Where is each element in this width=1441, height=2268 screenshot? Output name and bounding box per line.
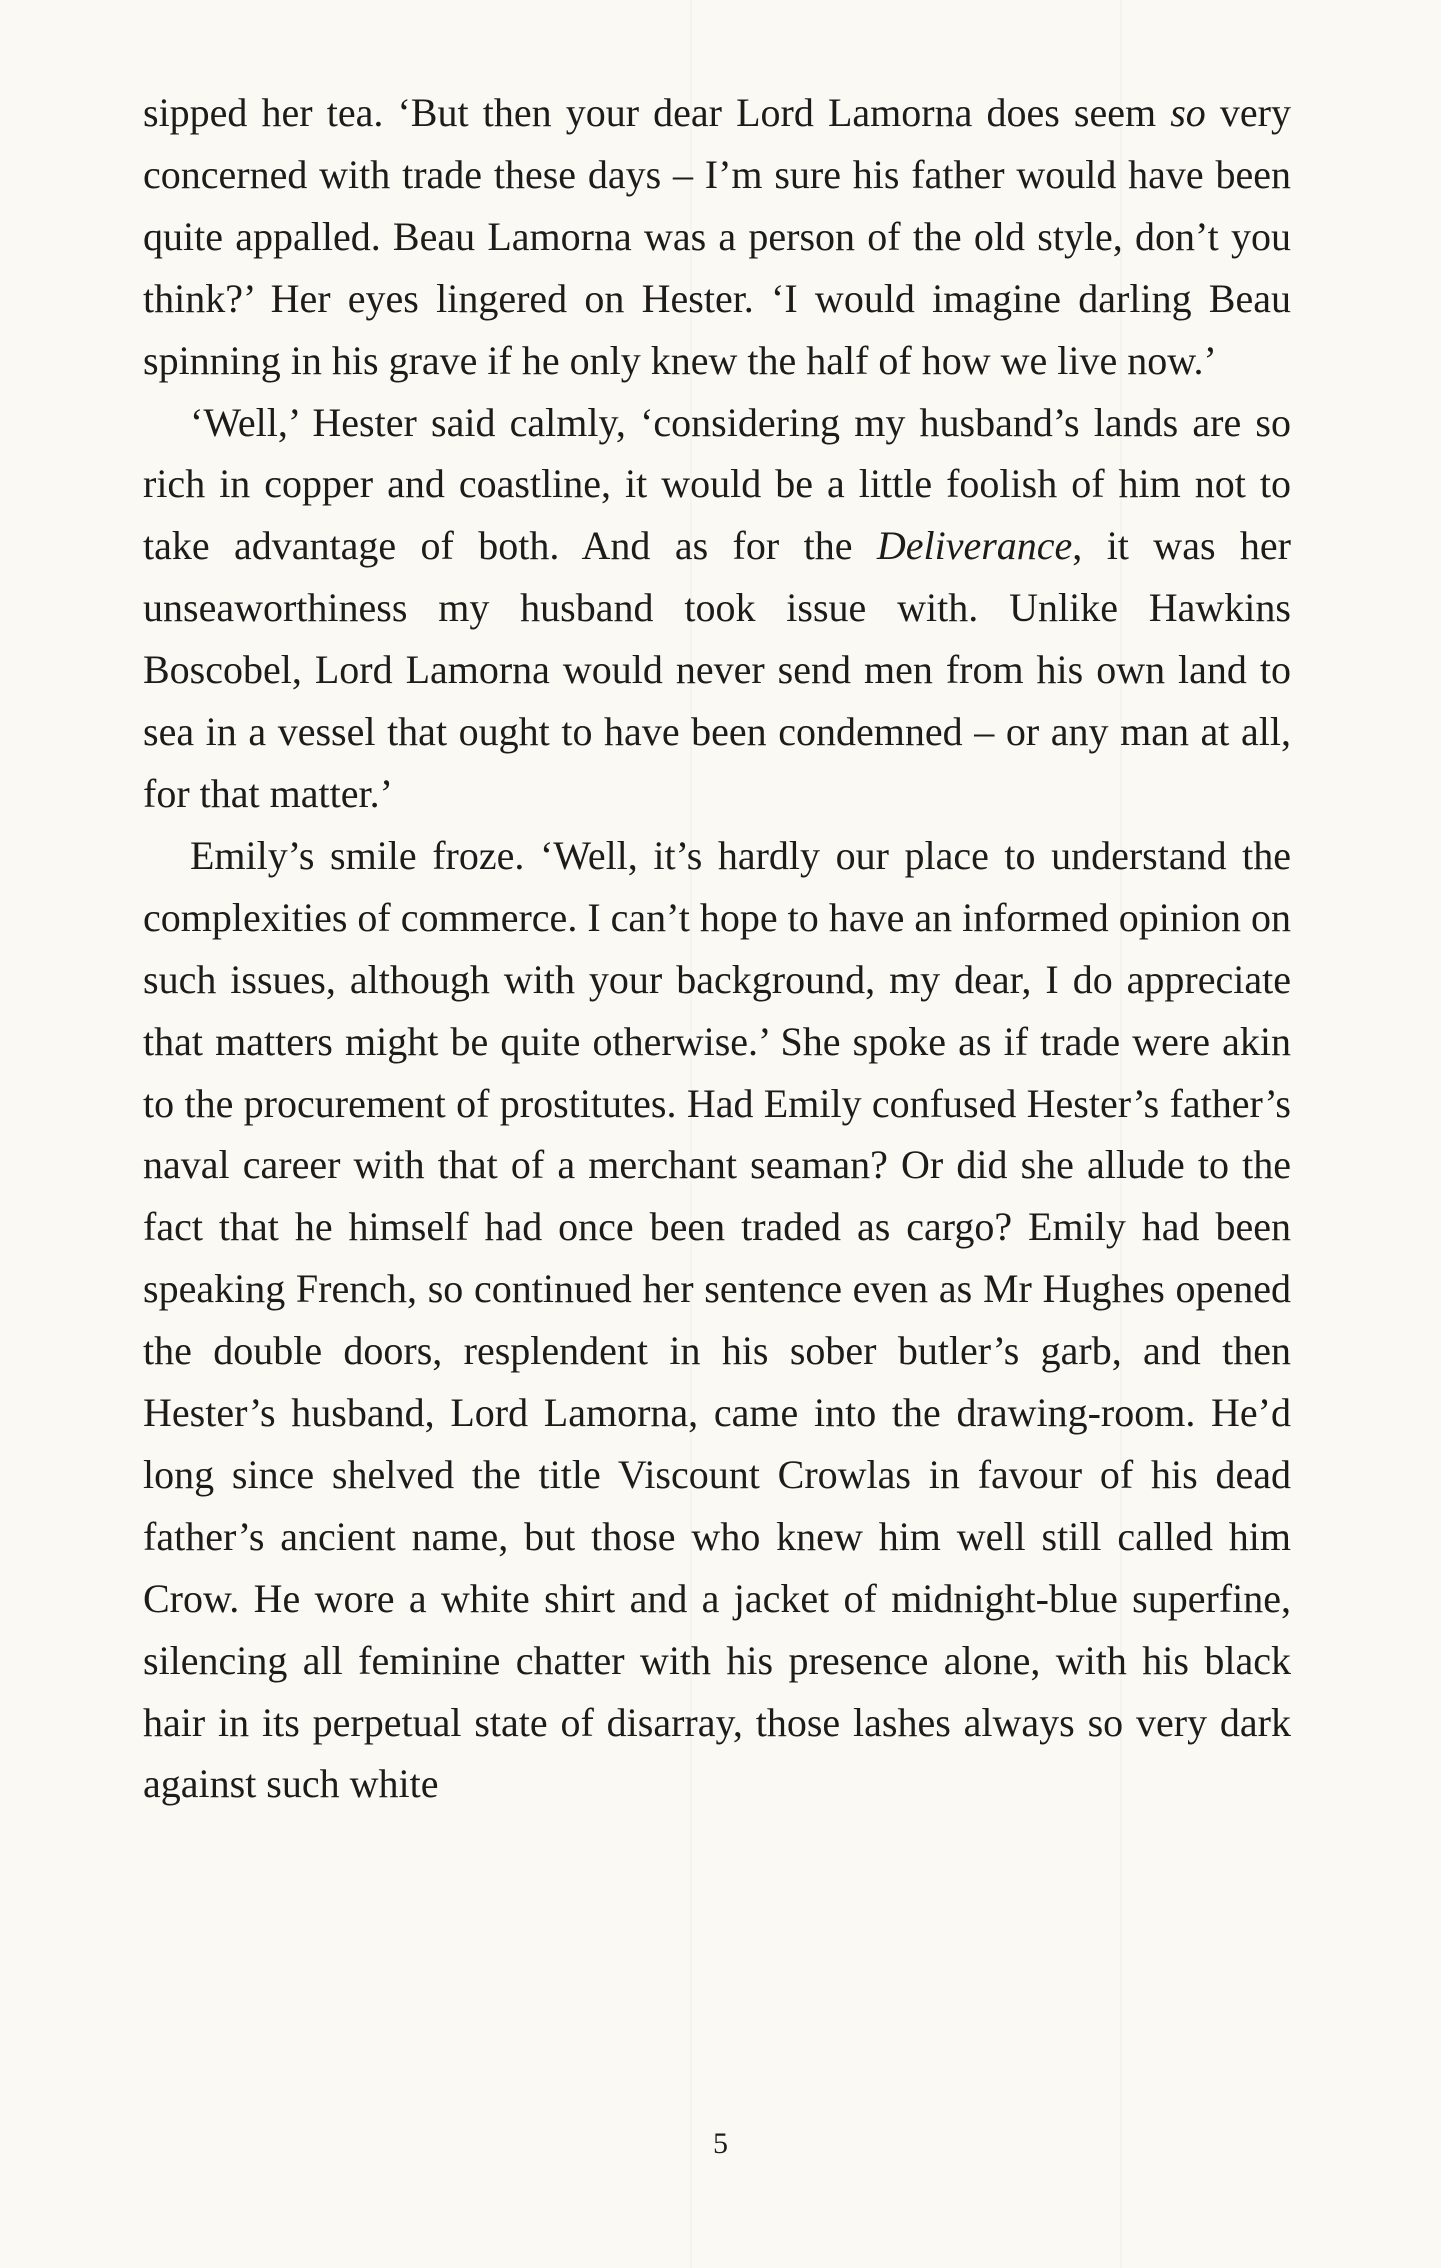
paragraph-2 <box>143 392 1291 825</box>
paragraph-1 <box>143 82 1291 392</box>
body-text <box>143 82 1291 1815</box>
text-run: Emily’s smile froze. ‘Well, it’s hardly our place to understand the complexities of commerce. I can’t hope to have an informed opinion on such issues, although with your background, my dear, I do appreciate that matters might be quite otherwise.’ She spoke as if trade were akin to the procurement of prostitutes. Had Emily confused Hester’s father’s naval career with that of a merchant seaman? Or did she allude to the fact that he himself had once been traded as cargo? Emily had been speaking French, so continued her sentence even as Mr Hughes opened the double doors, resplendent in his sober butler’s garb, and then Hester’s husband, Lord Lamorna, came into the drawing-room. He’d long since shelved the title Viscount Crowlas in favour of his dead father’s ancient name, but those who knew him well still called him Crow. He wore a white shirt and a jacket of midnight-blue superfine, silencing all feminine chatter with his presence alone, with his black hair in its perpetual state of disarray, those lashes always so very dark against such white <box>143 832 1291 1807</box>
text-run: sipped her tea. ‘But then your dear Lord Lamorna does seem <box>143 90 1171 135</box>
page-number: 5 <box>713 2127 728 2160</box>
italic-text-run: so <box>1170 90 1206 135</box>
text-run: very concerned with trade these days – I’m sure his father would have been quite appalled. Beau Lamorna was a person of the old style, don’t you think?’ Her eyes lingered on Hester. ‘I would imagine darling Beau spinning in his grave if he only knew the half of how we live now.’ <box>143 90 1291 383</box>
text-run: ‘Well,’ Hester said calmly, ‘considering my husband’s lands are so rich in copper and coastline, it would be a little foolish of him not to take advantage of both. And as for the <box>143 399 1291 569</box>
italic-text-run: Deliverance <box>876 523 1073 569</box>
text-run: , it was her unseaworthiness my husband took issue with. Unlike Hawkins Boscobel, Lord Lamorna would never send men from his own land to sea in a vessel that ought to have been condemned – or any man at all, for that matter.’ <box>143 523 1291 816</box>
paragraph-3 <box>143 825 1291 1816</box>
